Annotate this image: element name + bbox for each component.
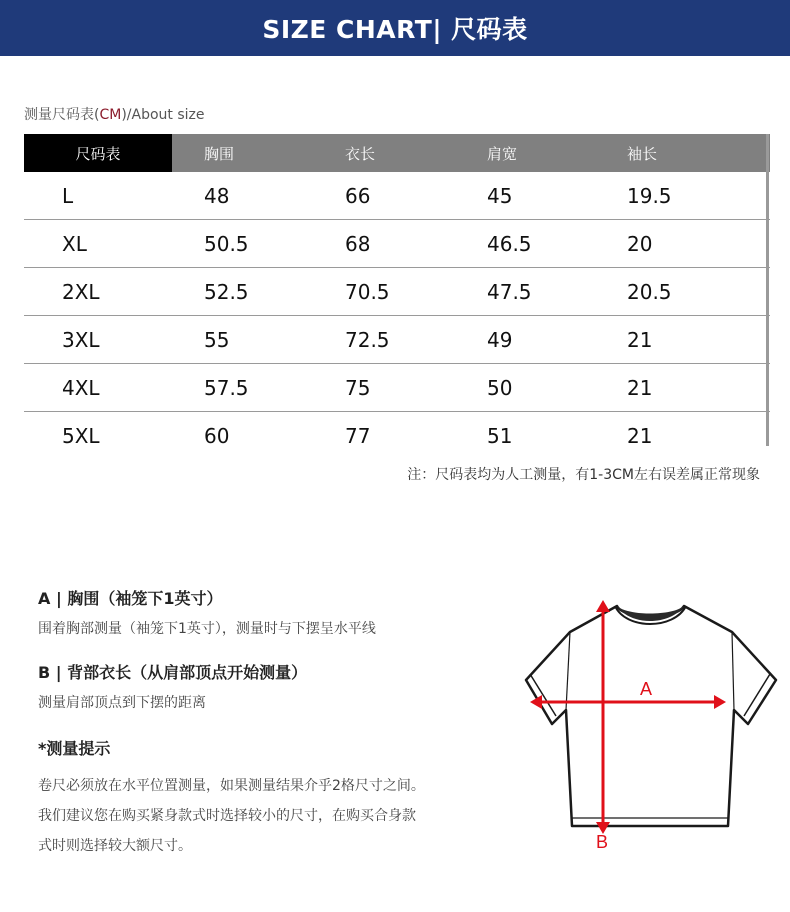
cell-chest: 48 xyxy=(204,183,230,208)
size-table xyxy=(24,134,770,446)
cell-chest: 52.5 xyxy=(204,279,249,304)
cell-sleeve: 21 xyxy=(627,375,653,400)
title-banner xyxy=(0,0,790,56)
tshirt-diagram xyxy=(522,594,778,852)
cell-shoulder: 47.5 xyxy=(487,279,532,304)
cell-shoulder: 50 xyxy=(487,375,513,400)
cell-length: 68 xyxy=(345,231,371,256)
table-row xyxy=(24,220,770,268)
table-header xyxy=(24,134,770,172)
cell-shoulder: 49 xyxy=(487,327,513,352)
cell-sleeve: 21 xyxy=(627,327,653,352)
table-caption xyxy=(24,104,205,124)
measurement-note: 注：尺码表均为人工测量，有1-3CM左右误差属正常现象 xyxy=(407,467,760,483)
label-a: A xyxy=(640,679,653,699)
tips-body xyxy=(38,771,425,861)
header-size: 尺码表 xyxy=(24,134,172,172)
cell-length: 66 xyxy=(345,183,371,208)
guide-length xyxy=(38,660,307,712)
label-b: B xyxy=(596,832,609,852)
caption-prefix: 测量尺码表( xyxy=(24,107,100,123)
cell-length: 77 xyxy=(345,424,371,448)
table-row xyxy=(24,412,770,460)
cell-length: 72.5 xyxy=(345,327,390,352)
cell-sleeve: 19.5 xyxy=(627,183,672,208)
header-sleeve: 袖长 xyxy=(627,144,658,163)
table-row xyxy=(24,268,770,316)
cell-sleeve: 20.5 xyxy=(627,279,672,304)
page-title: SIZE CHART| 尺码表 xyxy=(262,15,528,44)
length-title: B | 背部衣长（从肩部顶点开始测量） xyxy=(38,663,308,682)
table-row xyxy=(24,364,770,412)
table-right-border xyxy=(766,134,769,446)
table-row xyxy=(24,172,770,220)
cell-sleeve: 21 xyxy=(627,424,653,448)
length-arrow-top xyxy=(596,600,610,612)
cell-length: 75 xyxy=(345,375,371,400)
guide-tips xyxy=(38,736,425,861)
cell-chest: 57.5 xyxy=(204,375,249,400)
header-length: 衣长 xyxy=(345,144,376,163)
table-row xyxy=(24,316,770,364)
chest-description: 围着胸部测量（袖笼下1英寸），测量时与下摆呈水平线 xyxy=(38,621,376,637)
header-shoulder: 肩宽 xyxy=(487,144,518,163)
tips-title: *测量提示 xyxy=(38,739,111,758)
cell-chest: 55 xyxy=(204,327,230,352)
chest-title: A | 胸围（袖笼下1英寸） xyxy=(38,589,223,608)
cell-sleeve: 20 xyxy=(627,231,653,256)
caption-suffix: )/About size xyxy=(121,107,205,123)
cell-chest: 50.5 xyxy=(204,231,249,256)
header-chest: 胸围 xyxy=(204,144,235,163)
cell-size: XL xyxy=(62,231,87,256)
guide-chest xyxy=(38,586,376,638)
cell-size: 4XL xyxy=(62,375,100,400)
cell-shoulder: 51 xyxy=(487,424,513,448)
length-description: 测量肩部顶点到下摆的距离 xyxy=(38,695,206,711)
cell-size: 5XL xyxy=(62,424,100,448)
cell-shoulder: 45 xyxy=(487,183,513,208)
cell-size: 3XL xyxy=(62,327,100,352)
cell-size: 2XL xyxy=(62,279,100,304)
caption-unit: CM xyxy=(99,107,122,123)
tshirt-outline xyxy=(526,606,776,826)
tips-line: 我们建议您在购买紧身款式时选择较小的尺寸，在购买合身款 xyxy=(38,808,416,824)
cell-chest: 60 xyxy=(204,424,230,448)
cell-length: 70.5 xyxy=(345,279,390,304)
cell-size: L xyxy=(62,183,74,208)
tips-line: 式时则选择较大额尺寸。 xyxy=(38,838,192,854)
cell-shoulder: 46.5 xyxy=(487,231,532,256)
tips-line: 卷尺必须放在水平位置测量，如果测量结果介乎2格尺寸之间。 xyxy=(38,778,425,794)
